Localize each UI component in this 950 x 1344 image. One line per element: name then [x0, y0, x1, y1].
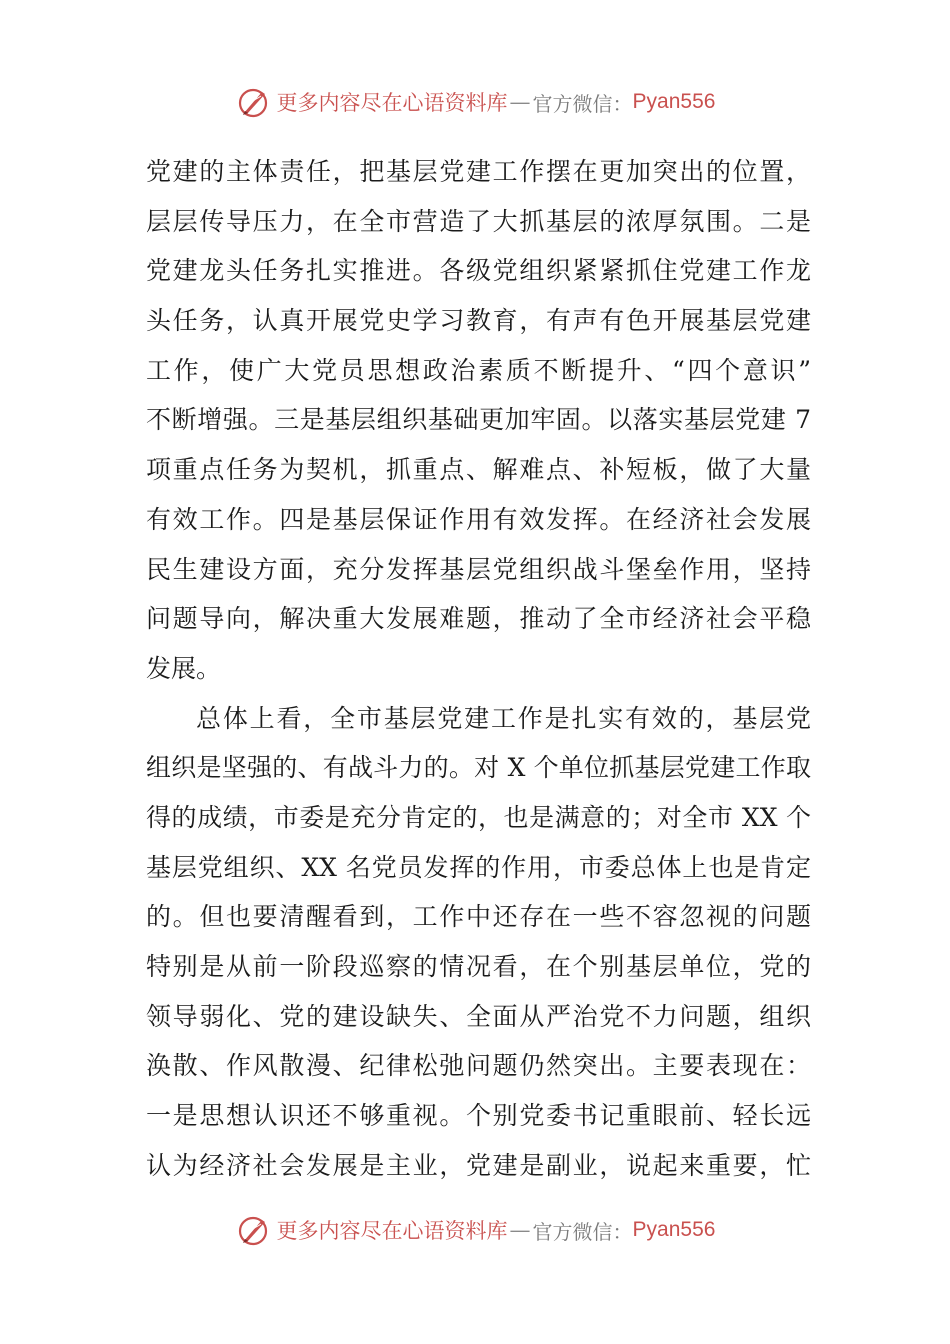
text-line: 领导弱化、党的建设缺失、全面从严治党不力问题，组织: [146, 1001, 811, 1031]
watermark-wechat-id: Pyan556: [632, 1218, 716, 1241]
text-line: 不断增强。三是基层组织基础更加牢固。以落实基层党建 7: [146, 405, 811, 435]
text-line: 组织是坚强的、有战斗力的。对 X 个单位抓基层党建工作取: [146, 753, 811, 783]
text-line: 发展。: [146, 653, 222, 683]
text-line: 头任务，认真开展党史学习教育，有声有色开展基层党建: [146, 306, 811, 336]
footer-watermark: [0, 1210, 950, 1250]
watermark-wechat-label: 官方微信：: [532, 91, 633, 116]
document-body: [146, 147, 811, 1190]
text-line: 问题导向，解决重大发展难题，推动了全市经济社会平稳: [146, 604, 811, 634]
text-line: 认为经济社会发展是主业，党建是副业，说起来重要，忙: [146, 1150, 811, 1180]
watermark-site-text: 更多内容尽在心语资料库: [276, 1219, 508, 1243]
text-line: 涣散、作风散漫、纪律松弛问题仍然突出。主要表现在：: [146, 1051, 811, 1081]
watermark-dash: —: [509, 90, 531, 114]
text-line: 党建的主体责任，把基层党建工作摆在更加突出的位置，: [146, 157, 811, 186]
text-line: 项重点任务为契机，抓重点、解难点、补短板，做了大量: [146, 455, 811, 485]
text-line: 特别是从前一阶段巡察的情况看，在个别基层单位，党的: [146, 952, 811, 981]
watermark-dash: —: [509, 1218, 531, 1242]
quill-pen-logo-icon: [235, 84, 271, 120]
watermark-wechat-id: Pyan556: [632, 90, 716, 113]
text-line: 党建龙头任务扎实推进。各级党组织紧紧抓住党建工作龙: [146, 256, 811, 286]
text-line: 有效工作。四是基层保证作用有效发挥。在经济社会发展: [146, 504, 811, 534]
watermark-wechat-label: 官方微信：: [532, 1219, 633, 1244]
text-line: 基层党组织、XX 名党员发挥的作用，市委总体上也是肯定: [146, 852, 811, 882]
header-watermark: [0, 82, 950, 122]
quill-pen-logo-icon: [235, 1212, 271, 1248]
text-line: 工作，使广大党员思想政治素质不断提升、“四个意识”: [146, 355, 811, 385]
text-line: 得的成绩，市委是充分肯定的，也是满意的；对全市 XX 个: [146, 802, 811, 832]
text-line: 民生建设方面，充分发挥基层党组织战斗堡垒作用，坚持: [146, 554, 811, 584]
text-line: 一是思想认识还不够重视。个别党委书记重眼前、轻长远: [146, 1101, 811, 1131]
watermark-site-text: 更多内容尽在心语资料库: [276, 91, 508, 115]
text-line: 的。但也要清醒看到，工作中还存在一些不容忽视的问题: [146, 902, 811, 932]
text-line: 层层传导压力，在全市营造了大抓基层的浓厚氛围。二是: [146, 206, 811, 236]
paragraph-first-line: 总体上看，全市基层党建工作是扎实有效的，基层党: [196, 703, 811, 733]
